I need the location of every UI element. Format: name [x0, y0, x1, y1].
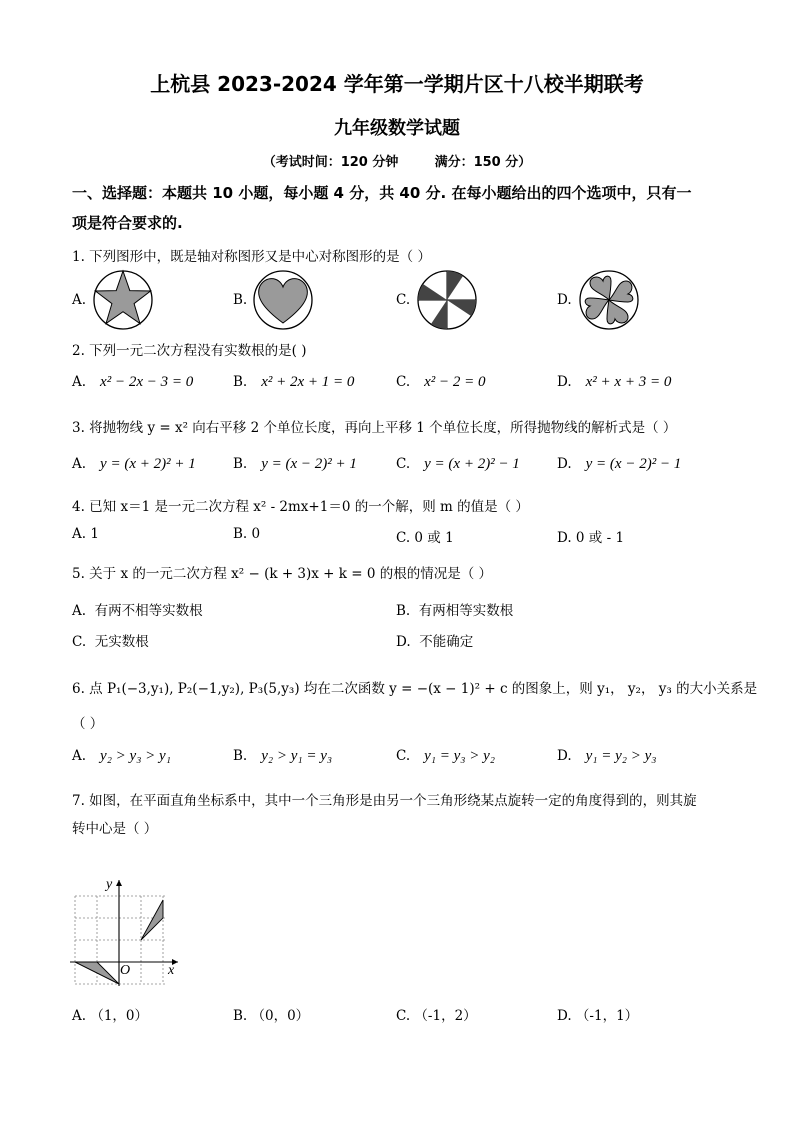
- q6-option-b: [233, 748, 332, 765]
- q3-option-b-expr: y = (x − 2)² + 1: [261, 456, 357, 472]
- q1-figure-heart-in-circle: [252, 269, 314, 331]
- q6-option-c: [396, 748, 495, 765]
- q6-option-b-label: B.: [233, 748, 248, 764]
- q2-option-b: [233, 374, 354, 391]
- q3-option-b-label: B.: [233, 456, 248, 472]
- q5-option-b: B. 有两相等实数根: [396, 603, 514, 619]
- q4-option-d: D. 0 或 - 1: [557, 530, 625, 546]
- q2-option-a-expr: x² − 2x − 3 = 0: [100, 374, 194, 390]
- q3-option-c-expr: y = (x + 2)² − 1: [424, 456, 520, 472]
- exam-info: （考试时间：120 分钟 满分：150 分）: [262, 155, 532, 170]
- q6-option-b-expr: y₂ > y₁ = y₃: [261, 748, 333, 764]
- q7-option-d: D. （-1，1）: [557, 1008, 639, 1024]
- q4-option-c: C. 0 或 1: [396, 530, 454, 546]
- q2-option-b-label: B.: [233, 374, 248, 390]
- q3-option-d-label: D.: [557, 456, 572, 472]
- q3-option-d: [557, 456, 681, 473]
- q3-option-c: [396, 456, 520, 473]
- q4-option-b: B. 0: [233, 526, 261, 542]
- q3-option-c-label: C.: [396, 456, 411, 472]
- q7-axis-y-label: y: [106, 877, 113, 892]
- q6-option-d-expr: y₁ = y₂ > y₃: [585, 748, 657, 764]
- q6-stem-blank: （ ）: [72, 716, 104, 732]
- q1-stem: 1. 下列图形中，既是轴对称图形又是中心对称图形的是（ ）: [72, 249, 431, 265]
- q3-option-a: [72, 456, 196, 473]
- q6-stem: 6. 点 P₁(−3,y₁), P₂(−1,y₂), P₃(5,y₃) 均在二次函数 y = −(x − 1)² + c 的图象上，则 y₁， y₂， y₃ 的大小关系是: [72, 681, 758, 697]
- q4-option-a: A. 1: [72, 526, 99, 542]
- q3-option-d-expr: y = (x − 2)² − 1: [585, 456, 682, 472]
- q2-option-c-expr: x² − 2 = 0: [424, 374, 486, 390]
- q5-stem: 5. 关于 x 的一元二次方程 x² − (k + 3)x + k = 0 的根的情况是（ ）: [72, 566, 493, 582]
- q1-figure-star-in-circle: [92, 269, 154, 331]
- q1-label-a: A.: [72, 292, 87, 308]
- q3-option-a-label: A.: [72, 456, 87, 472]
- q2-option-a: [72, 374, 193, 391]
- q2-option-d-expr: x² + x + 3 = 0: [585, 374, 672, 390]
- q6-option-c-expr: y₁ = y₃ > y₂: [424, 748, 496, 764]
- q7-option-c: C. （-1，2）: [396, 1008, 477, 1024]
- exam-title: 上杭县 2023-2024 学年第一学期片区十八校半期联考: [150, 72, 644, 96]
- q7-stem-line2: 转中心是（ ）: [72, 821, 158, 837]
- q7-option-a: A. （1，0）: [72, 1008, 149, 1024]
- section-heading-line1: 一、选择题：本题共 10 小题，每小题 4 分，共 40 分. 在每小题给出的四个选项中，只有一: [72, 184, 692, 202]
- q2-option-b-expr: x² + 2x + 1 = 0: [261, 374, 355, 390]
- q3-option-a-expr: y = (x + 2)² + 1: [100, 456, 196, 472]
- q6-option-a-label: A.: [72, 748, 87, 764]
- q6-option-a: [72, 748, 171, 765]
- q4-stem: 4. 已知 x＝1 是一元二次方程 x² - 2mx+1＝0 的一个解，则 m 的值是（ ）: [72, 499, 529, 515]
- q7-coordinate-figure: [70, 874, 185, 989]
- q7-origin-label: O: [120, 963, 131, 978]
- q3-stem: 3. 将抛物线 y = x² 向右平移 2 个单位长度，再向上平移 1 个单位长度，所得抛物线的解析式是（ ）: [72, 420, 677, 436]
- q7-option-b: B. （0，0）: [233, 1008, 310, 1024]
- exam-subtitle: 九年级数学试题: [334, 118, 460, 139]
- q5-option-d: D. 不能确定: [396, 634, 474, 650]
- q5-option-a: A. 有两不相等实数根: [72, 603, 203, 619]
- q6-option-d-label: D.: [557, 748, 572, 764]
- section-heading-line2: 项是符合要求的.: [72, 214, 183, 232]
- q1-label-b: B.: [233, 292, 248, 308]
- q2-option-c: [396, 374, 486, 391]
- q5-option-c: C. 无实数根: [72, 634, 149, 650]
- q7-stem-line1: 7. 如图，在平面直角坐标系中，其中一个三角形是由另一个三角形绕某点旋转一定的角度得到的，则其旋: [72, 793, 697, 809]
- q7-axis-x-label: x: [168, 963, 175, 978]
- q1-figure-clover-in-circle: [578, 269, 640, 331]
- q6-option-a-expr: y₂ > y₃ > y₁: [100, 748, 171, 764]
- q2-option-d: [557, 374, 671, 391]
- q2-stem: 2. 下列一元二次方程没有实数根的是( ): [72, 343, 307, 359]
- q1-label-c: C.: [396, 292, 411, 308]
- q3-option-b: [233, 456, 357, 473]
- q6-option-d: [557, 748, 657, 765]
- q1-label-d: D.: [557, 292, 572, 308]
- q2-option-d-label: D.: [557, 374, 572, 390]
- q6-option-c-label: C.: [396, 748, 411, 764]
- q2-option-a-label: A.: [72, 374, 87, 390]
- q1-figure-pinwheel-in-circle: [416, 269, 478, 331]
- q2-option-c-label: C.: [396, 374, 411, 390]
